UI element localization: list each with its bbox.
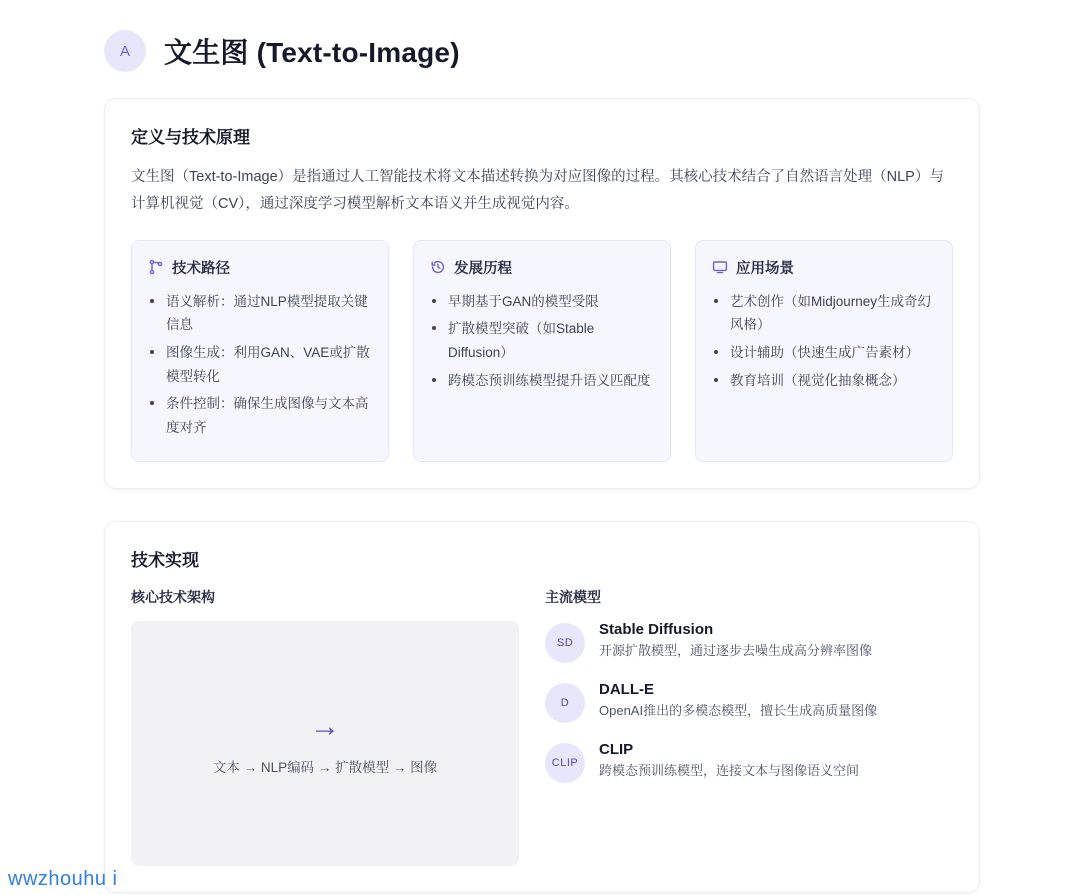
list-item: 语义解析：通过NLP模型提取关键信息 bbox=[148, 290, 372, 337]
definition-card-title: 定义与技术原理 bbox=[131, 128, 250, 147]
column-applications-list bbox=[712, 290, 936, 393]
model-description: 跨模态预训练模型，连接文本与图像语义空间 bbox=[599, 763, 860, 779]
model-description: 开源扩散模型，通过逐步去噪生成高分辨率图像 bbox=[599, 643, 873, 659]
model-name: CLIP bbox=[599, 741, 634, 759]
column-tech-path-list bbox=[148, 290, 372, 440]
list-item bbox=[545, 681, 953, 723]
definition-columns bbox=[131, 240, 953, 463]
model-name: DALL-E bbox=[599, 681, 654, 699]
list-item: 图像生成：利用GAN、VAE或扩散模型转化 bbox=[148, 341, 372, 388]
page-header bbox=[104, 30, 980, 72]
page-title: 文生图 (Text-to-Image) bbox=[164, 37, 460, 68]
list-item: 条件控制：确保生成图像与文本高度对齐 bbox=[148, 392, 372, 439]
model-description: OpenAI推出的多模态模型，擅长生成高质量图像 bbox=[599, 703, 878, 719]
list-item: 艺术创作（如Midjourney生成奇幻风格） bbox=[712, 290, 936, 337]
model-name: Stable Diffusion bbox=[599, 621, 714, 639]
avatar: SD bbox=[545, 623, 585, 663]
list-item: 早期基于GAN的模型受限 bbox=[430, 290, 654, 314]
definition-intro-text: 文生图（Text-to-Image）是指通过人工智能技术将文本描述转换为对应图像的过程。其核心技术结合了自然语言处理（NLP）与计算机视觉（CV），通过深度学习模型解析文本语义并生成视觉内容。 bbox=[131, 169, 944, 212]
column-tech-path-header bbox=[148, 257, 372, 278]
avatar: D bbox=[545, 683, 585, 723]
list-item bbox=[545, 741, 953, 783]
list-item: 设计辅助（快速生成广告素材） bbox=[712, 341, 936, 365]
definition-card bbox=[104, 98, 980, 489]
models-subtitle: 主流模型 bbox=[545, 589, 601, 606]
implementation-row bbox=[131, 587, 953, 866]
list-item: 扩散模型突破（如Stable Diffusion） bbox=[430, 317, 654, 364]
column-applications-header bbox=[712, 257, 936, 278]
history-icon bbox=[430, 259, 446, 275]
column-history-header bbox=[430, 257, 654, 278]
column-history-title: 发展历程 bbox=[454, 260, 512, 277]
section-badge: A bbox=[104, 30, 146, 72]
architecture-flow-text: 文本 → NLP编码 → 扩散模型 → 图像 bbox=[212, 759, 438, 775]
avatar: CLIP bbox=[545, 743, 585, 783]
branch-icon bbox=[148, 259, 164, 275]
watermark: wwzhouhu i bbox=[8, 868, 118, 890]
column-applications bbox=[695, 240, 953, 463]
column-tech-path bbox=[131, 240, 389, 463]
column-history bbox=[413, 240, 671, 463]
implementation-card-title: 技术实现 bbox=[131, 551, 199, 571]
architecture-diagram bbox=[131, 621, 519, 866]
architecture-section bbox=[131, 587, 519, 866]
arrow-right-icon: → bbox=[310, 709, 340, 743]
list-item: 教育培训（视觉化抽象概念） bbox=[712, 369, 936, 393]
column-applications-title: 应用场景 bbox=[736, 260, 794, 277]
monitor-icon bbox=[712, 259, 728, 275]
architecture-subtitle: 核心技术架构 bbox=[131, 589, 215, 606]
column-history-list bbox=[430, 290, 654, 393]
model-list bbox=[545, 621, 953, 783]
list-item: 跨模态预训练模型提升语义匹配度 bbox=[430, 369, 654, 393]
column-tech-path-title: 技术路径 bbox=[172, 260, 230, 277]
list-item bbox=[545, 621, 953, 663]
implementation-card bbox=[104, 521, 980, 893]
models-section bbox=[545, 587, 953, 866]
